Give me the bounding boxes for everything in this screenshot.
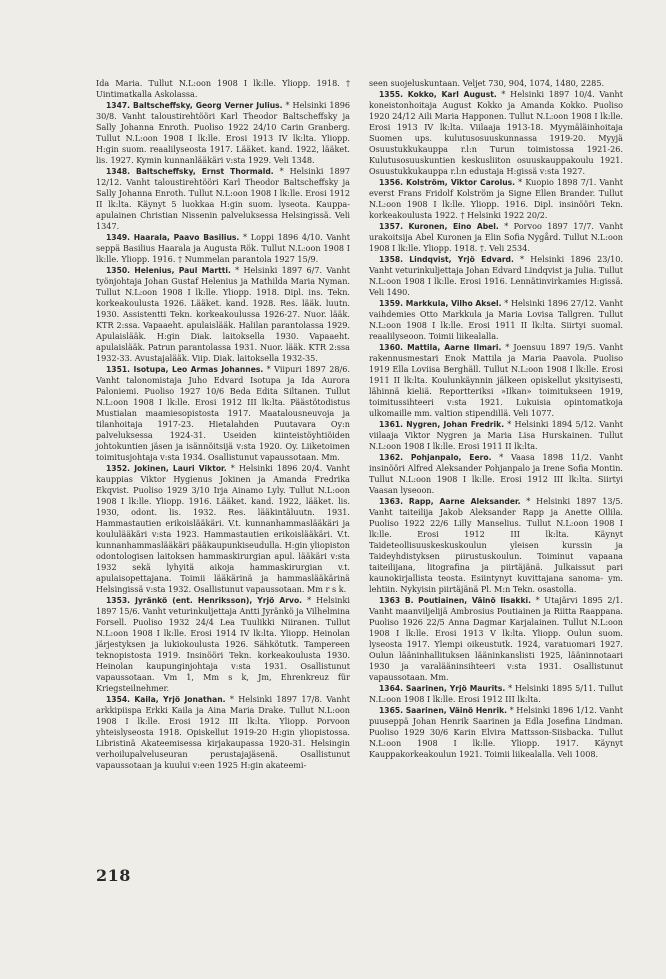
entry-text: * Joensuu 1897 19/5. Vanht rakennusmestari Enok Mattila ja Maria Paavola. Puoliso 1919 Ella Loviisa Berghäll. Tullut N.L:oon 1908 I lk:lle. Erosi 1911 II lk:lta. Koulunkäynnin jälkeen opiskellut yksityisesti, lähinnä kieliä. Reportteriksi »Ilkan» toimitukseen 1919, toimitussihteeri v:sta 1921. Lukuisia opintomatkoja ulkomaille mm. valtion stipendillä. Veli 1077. (369, 342, 624, 418)
entry (96, 166, 350, 232)
entry-text: * Loppi 1896 4/10. Vanht seppä Basilius Haarala ja Augusta Rök. Tullut N.L:oon 1908 I lk:lle. Yliopp. 1916. † Nummelan parantola 1927 15/9. (96, 232, 350, 264)
page-number: 218 (96, 866, 131, 885)
entry-heading: 1357. Kuronen, Eino Abel. (379, 222, 499, 231)
entry-text: * Helsinki 1897 10/4. Vanht koneistonhoitaja August Kokko ja Amanda Kokko. Puoliso 1920 24/12 Aili Maria Happonen. Tullut N.L:oon 1908 I lk:lle. Erosi 1913 IV lk:lta. Viilaaja 1913-18. Myymäläinhoitaja Suomen ups. kulutusosuuskunnassa 1919-20. Myyjä Osuustukkukauppa r.l:n Turun toimistossa 1921-26. Kulutusosuuskuntien keskusliiton osuuskauppakoulu 1921. Osuustukkukauppa r.l:n edustaja H:gissä v:sta 1927. (369, 89, 624, 176)
entry-text: * Helsinki 1896 23/10. Vanht veturinkuljettaja Johan Edvard Lindqvist ja Julia. Tullut N.L:oon 1908 I lk:lle. Erosi 1916. Lennätinvirkamies H:gissä. Veli 1490. (369, 254, 624, 297)
entry-text: * Helsinki 1897 13/5. Vanht taiteilija Jakob Aleksander Rapp ja Anette Ollila. Puoliso 1922 22/6 Lilly Manselius. Tullut N.L:oon 1908 I lk:lle. Erosi 1912 III lk:lta. Käynyt Taideteollisuuskeskuskoulun yleisen kurssin ja Taideyhdistyksen piirustuskoulun. Toiminut vapaana taiteilijana, litografina ja piirtäjänä. Julkaissut pari kaunokirjallista teosta. Esiintynyt kuvittajana sanoma- ym. lehtiin. Nykyisin piirtäjänä Pl. M:n Tekn. osastolla. (369, 496, 623, 594)
entry-text: seen suojeluskuntaan. Veljet 730, 904, 1074, 1480, 2285. (369, 78, 605, 88)
entry (369, 221, 623, 254)
entry (369, 342, 623, 419)
entry-heading: 1359. Markkula, Vilho Aksel. (379, 299, 502, 308)
entry-heading: 1355. Kokko, Karl August. (379, 90, 497, 99)
entry (96, 232, 350, 265)
entry-heading: 1354. Kaila, Yrjö Jonathan. (106, 695, 226, 704)
entry-heading: 1352. Jokinen, Lauri Viktor. (106, 464, 227, 473)
entry-text: * Porvoo 1897 17/7. Vanht urakoitsija Abel Kuronen ja Elin Sofia Nygård. Tullut N.L:oon 1908 I lk:lle. Yliopp. 1918. †. Veli 2534. (369, 221, 624, 253)
entry (96, 100, 350, 166)
entry-heading: 1351. Isotupa, Leo Armas Johannes. (106, 365, 264, 374)
entry-text: * Helsinki 1897 15/6. Vanht veturinkuljettaja Antti Jyränkö ja Vilhelmina Forsell. Puoliso 1932 24/4 Lea Tuulikki Niiranen. Tullut N.L:oon 1908 I lk:lle. Erosi 1914 IV lk:lta. Yliopp. Heinolan järjestyksen ja lukiokoulusta 1926. Sähkötutk. Tampereen teknopistosta 1919. Insinööri Tekn. korkeakoulusta 1930. Heinolan kaupunginjohtaja v:sta 1931. Osallistunut vapaussotaan. Vm 1, Mm s k, Jm, Ehrenkreuz für Kriegsteilnehmer. (96, 595, 350, 693)
entry (96, 265, 350, 364)
entry-heading: 1365. Saarinen, Väinö Henrik. (379, 706, 508, 715)
entry-text: * Vaasa 1898 11/2. Vanht insinööri Alfred Aleksander Pohjanpalo ja Irene Sofia Montin. Tullut N.L:oon 1908 I lk:lle. Erosi 1912 III lk:lta. Siirtyi Vaasan lyseoon. (369, 452, 624, 495)
entry (369, 419, 623, 452)
entry-heading: 1360. Mattila, Aarne Ilmari. (379, 343, 502, 352)
entry-text: * Helsinki 1897 17/8. Vanht arkkipiispa Erkki Kaila ja Aina Maria Drake. Tullut N.L:oon 1908 I lk:lle. Erosi 1912 III lk:lta. Yliopp. Porvoon yhteislyseosta 1918. Opiskellut 1919-20 H:gin yliopistossa. Libristinä Akateemisessa kirjakaupassa 1920-31. Helsingin verhoilupalveluseuran perustajajäsenä. Osallistunut vapaussotaan ja kuului v:een 1925 H:gin akateemi- (96, 694, 351, 770)
entry (369, 452, 623, 496)
entry (96, 364, 350, 463)
entry (96, 78, 350, 100)
entry-heading: 1353. Jyränkö (ent. Henriksson), Yrjö Arvo. (106, 596, 303, 605)
entry-heading: 1347. Baltscheffsky, Georg Verner Julius. (106, 101, 283, 110)
entry-text: * Kuopio 1898 7/1. Vanht everst Frans Fridolf Kolström ja Signe Ellen Brander. Tullut N.L:oon 1908 I lk:lle. Yliopp. 1916. Dipl. insinööri Tekn. korkeakoulusta 1922. † Helsinki 1922 20/2. (369, 177, 624, 220)
entry-heading: 1356. Kolström, Viktor Carolus. (379, 178, 516, 187)
entry-heading: 1362. Pohjanpalo, Eero. (379, 453, 492, 462)
entry-text: * Helsinki 1896 30/8. Vanht taloustirehtööri Karl Theodor Baltscheffsky ja Sally Johanna Enroth. Puoliso 1922 24/10 Carin Granberg. Tullut N.L:oon 1908 I lk:lle. Erosi 1913 IV lk:lta. Yliopp. H:gin suom. reaalilyseosta 1917. Lääket. kand. 1922, lääket. lis. 1927. Kymin kunnanlääkäri v:sta 1929. Veli 1348. (96, 100, 350, 165)
left-column (96, 78, 350, 771)
entry (369, 705, 623, 760)
entry (96, 463, 350, 595)
entry (96, 595, 350, 694)
entry (369, 254, 623, 298)
entry-heading: 1363. Rapp, Aarne Aleksander. (379, 497, 521, 506)
entry (369, 298, 623, 342)
entry (369, 595, 623, 683)
entry-text: * Utajärvi 1895 2/1. Vanht maanviljelijä Ambrosius Poutiainen ja Riitta Raappana. Puoliso 1926 22/5 Anna Dagmar Karjalainen. Tullut N.L:oon 1908 I lk:lle. Erosi 1913 V lk:lta. Yliopp. Oulun suom. lyseosta 1917. Ylempi oikeustutk. 1924, varatuomari 1927. Oulun lääninhallituksen lääninkanslisti 1925, lääninnotaari 1930 ja varalääninsihteeri v:sta 1931. Osallistunut vapaussotaan. Mm. (369, 595, 623, 682)
entry-heading: 1361. Nygren, Johan Fredrik. (379, 420, 505, 429)
entry-text: Ida Maria. Tullut N.L:oon 1908 I lk:lle. Yliopp. 1918. † Uintimatkalla Askolassa. (96, 78, 350, 99)
entry (369, 496, 623, 595)
right-column (369, 78, 623, 760)
entry-heading: 1349. Haarala, Paavo Basilius. (106, 233, 240, 242)
entry-text: * Helsinki 1894 5/12. Vanht viilaaja Viktor Nygren ja Maria Lisa Hurskainen. Tullut N.L:oon 1908 I lk:lle. Erosi 1911 II lk:lta. (369, 419, 623, 451)
entry-text: * Helsinki 1896 27/12. Vanht vaihdemies Otto Markkula ja Maria Lovisa Tallgren. Tullut N.L:oon 1908 I lk:lle. Erosi 1911 II lk:lta. Siirtyi suomal. reaalilyseoon. Toimii liikealalla. (369, 298, 623, 341)
entry (369, 89, 623, 177)
entry-text: * Helsinki 1895 5/11. Tullut N.L:oon 1908 I lk:lle. Erosi 1912 III lk:lta. (369, 683, 623, 704)
entry-heading: 1364. Saarinen, Yrjö Maurits. (379, 684, 506, 693)
entry-text: * Helsinki 1897 12/12. Vanht taloustirehtööri Karl Theodor Baltscheffsky ja Sally Johanna Enroth. Tullut N.L:oon 1908 I lk:lle. Erosi 1912 II lk:lta. Käynyt 5 luokkaa H:gin suom. lyseota. Kauppa-apulainen Christian Nissenin palveluksessa Helsingissä. Veli 1347. (96, 166, 351, 231)
entry-text: * Helsinki 1897 6/7. Vanht työnjohtaja Johan Gustaf Helenius ja Mathilda Maria Nyman. Tullut N.L:oon 1908 I lk:lle. Yliopp. 1918. Dipl. ins. Tekn. korkeakoulusta 1926. Lääket. kand. 1928. Res. lääk. luutn. 1930. Assistentti Tekn. korkeakoulussa 1926-27. Nuor. lääk. KTR 2:ssa. Vapaaeht. apulaislääk. Halilan parantolassa 1929. Apulaislääk. H:gin Diak. laitoksella 1930. Vapaaeht. apulaislääk. Patrun parantolassa 1931. Nuor. lääk. KTR 2:ssa 1932-33. Avustajalääk. Viip. Diak. laitoksella 1932-35. (96, 265, 350, 363)
entry (369, 683, 623, 705)
entry-heading: 1350. Helenius, Paul Martti. (106, 266, 231, 275)
entry-text: * Helsinki 1896 20/4. Vanht kauppias Viktor Hygienus Jokinen ja Amanda Fredrika Ekqvist. Puoliso 1929 3/10 Irja Ainamo Lyly. Tullut N.L:oon 1908 I lk:lle. Yliopp. 1916. Lääket. kand. 1922, lääket. lis. 1930, odont. lis. 1932. Res. lääkintäluutn. 1931. Hammastautien erikoislääkäri. V.t. kunnanhammaslääkäri ja koululääkäri v:sta 1923. Hammastautien erikoislääkäri. V.t. kunnanhammaslääkäri pääkaupunkiseudulla. H:gin yliopiston odontologisen laitoksen hammaskirurgian apul. lääkäri v:sta 1932 sekä lyhyitä aikoja hammaskirurgian v.t. apulaisopettajana. Toimii lääkärinä ja hammaslääkärinä Helsingissä v:sta 1932. Osallistunut vapaussotaan. Mm r s k. (96, 463, 350, 594)
entry-text: * Viipuri 1897 28/6. Vanht talonomistaja Juho Edvard Isotupa ja Ida Aurora Paloniemi. Puoliso 1927 10/6 Beda Edita Siltanen. Tullut N.L:oon 1908 I lk:lle. Erosi 1912 III lk:lta. Päästötodistus Mustialan maamiesopistosta 1917. Maatalousneuvoja ja tilanhoitaja 1917-23. Hietalahden Puutavara Oy:n palveluksessa 1924-31. Useiden kiinteistöyhtiöiden johtokuntien jäsen ja isännöitsijä v:sta 1920. Oy. Liiketoimen toimitusjohtaja v:sta 1934. Osallistunut vapaussotaan. Mm. (96, 364, 351, 462)
entry (369, 177, 623, 221)
entry (369, 78, 623, 89)
entry-heading: 1348. Baltscheffsky, Ernst Thormald. (106, 167, 274, 176)
entry-heading: 1358. Lindqvist, Yrjö Edvard. (379, 255, 514, 264)
entry-heading: 1363 B. Poutiainen, Väinö Iisakki. (379, 596, 532, 605)
entry (96, 694, 350, 771)
entry-text: * Helsinki 1896 1/12. Vanht puuseppä Johan Henrik Saarinen ja Edla Josefina Lindman. Puoliso 1929 30/6 Karin Elvira Mattsson-Siisbacka. Tullut N.L:oon 1908 I lk:lle. Yliopp. 1917. Käynyt Kauppakorkeakoulun 1921. Toimii liikealalla. Veli 1008. (369, 705, 623, 759)
